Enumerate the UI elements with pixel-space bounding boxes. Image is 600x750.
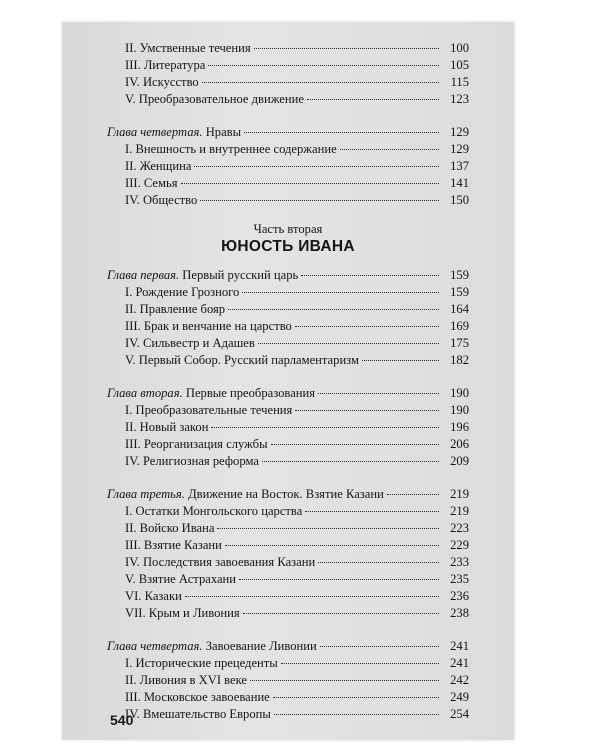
dot-leader (340, 149, 439, 150)
dot-leader (200, 200, 439, 201)
dot-leader (225, 545, 439, 546)
toc-entry-title: V. Первый Собор. Русский парламентаризм (125, 353, 359, 367)
toc-entry-page: 249 (450, 690, 469, 704)
toc-entry-page: 241 (450, 639, 469, 653)
toc-entry (107, 503, 469, 520)
dot-leader (217, 528, 439, 529)
dot-leader (262, 461, 439, 462)
chapter-prefix: Глава четвертая. (107, 639, 203, 653)
dot-leader (301, 275, 439, 276)
toc-entry-page: 141 (450, 176, 469, 190)
toc-entry-title: I. Рождение Грозного (125, 285, 240, 299)
dot-leader (243, 613, 439, 614)
toc-entry-title: III. Семья (125, 176, 178, 190)
toc-entry-title: II. Ливония в XVI веке (125, 673, 248, 687)
toc-entry-title: III. Реорганизация службы (125, 437, 268, 451)
toc-entry-page: 190 (450, 403, 469, 417)
page-number: 540 (110, 712, 134, 728)
toc-entry-page: 129 (450, 142, 469, 156)
toc-entry-page: 105 (450, 58, 469, 72)
toc-entry-page: 164 (450, 302, 469, 316)
toc-entry (107, 284, 469, 301)
chapter-prefix: Глава четвертая. (107, 125, 203, 139)
toc-entry (107, 706, 469, 723)
toc-entry-title: IV. Религиозная реформа (125, 454, 259, 468)
dot-leader (318, 393, 439, 394)
toc-entry (107, 57, 469, 74)
toc-entry-page: 123 (450, 92, 469, 106)
toc-entry (107, 301, 469, 318)
toc-chapter (107, 486, 469, 503)
toc-entry-title: IV. Сильвестр и Адашев (125, 336, 255, 350)
toc-entry-title: II. Умственные течения (125, 41, 251, 55)
toc-entry-title: IV. Искусство (125, 75, 199, 89)
toc-entry (107, 672, 469, 689)
toc-entry-page: 219 (450, 487, 469, 501)
toc-entry (107, 335, 469, 352)
chapter-title: Нравы (205, 125, 242, 139)
toc-entry-title: III. Литература (125, 58, 206, 72)
toc-entry-page: 236 (450, 589, 469, 603)
dot-leader (194, 166, 439, 167)
toc-entry-title: I. Преобразовательные течения (125, 403, 293, 417)
dot-leader (274, 714, 439, 715)
toc-entry-title: II. Новый закон (125, 420, 209, 434)
toc-entry (107, 141, 469, 158)
toc-entry-title: VI. Казаки (125, 589, 182, 603)
toc-entry-page: 229 (450, 538, 469, 552)
toc-entry (107, 537, 469, 554)
dot-leader (242, 292, 439, 293)
dot-leader (281, 663, 439, 664)
toc-entry-title: IV. Общество (125, 193, 198, 207)
toc-entry-title: I. Исторические прецеденты (125, 656, 278, 670)
toc-entry-page: 242 (450, 673, 469, 687)
toc-entry-page: 223 (450, 521, 469, 535)
toc-entry (107, 352, 469, 369)
toc-entry-page: 137 (450, 159, 469, 173)
toc-entry-title: IV. Вмешательство Европы (125, 707, 271, 721)
toc-entry (107, 520, 469, 537)
toc-entry-page: 190 (450, 386, 469, 400)
toc-entry-page: 150 (450, 193, 469, 207)
toc-entry-page: 196 (450, 420, 469, 434)
dot-leader (271, 444, 439, 445)
dot-leader (244, 132, 439, 133)
toc-entry (107, 571, 469, 588)
toc-entry (107, 588, 469, 605)
toc-entry (107, 689, 469, 706)
dot-leader (387, 494, 439, 495)
dot-leader (273, 697, 439, 698)
chapter-title: Завоевание Ливонии (205, 639, 317, 653)
dot-leader (185, 596, 439, 597)
toc-entry (107, 453, 469, 470)
toc-entry-title: III. Московское завоевание (125, 690, 270, 704)
toc-entry-title: V. Взятие Астрахани (125, 572, 237, 586)
toc-entry (107, 158, 469, 175)
toc-entry-page: 100 (450, 41, 469, 55)
toc-entry-title: I. Внешность и внутреннее содержание (125, 142, 337, 156)
chapter-title: Движение на Восток. Взятие Казани (188, 487, 384, 501)
toc-chapter (107, 124, 469, 141)
toc-entry-page: 115 (450, 75, 469, 89)
toc-entry-title: III. Взятие Казани (125, 538, 222, 552)
toc-entry (107, 318, 469, 335)
dot-leader (362, 360, 439, 361)
dot-leader (307, 99, 439, 100)
dot-leader (208, 65, 439, 66)
toc-entry-page: 129 (450, 125, 469, 139)
toc-entry (107, 436, 469, 453)
toc-entry (107, 554, 469, 571)
toc-entry (107, 74, 469, 91)
toc-entry-page: 241 (450, 656, 469, 670)
dot-leader (258, 343, 439, 344)
toc-entry (107, 605, 469, 622)
toc-entry-title: IV. Последствия завоевания Казани (125, 555, 316, 569)
toc-entry-title: II. Войско Ивана (125, 521, 215, 535)
toc-entry-title: V. Преобразовательное движение (125, 92, 304, 106)
part-label: Часть вторая (253, 222, 323, 236)
dot-leader (239, 579, 439, 580)
dot-leader (181, 183, 439, 184)
dot-leader (295, 326, 439, 327)
toc-entry (107, 419, 469, 436)
chapter-prefix: Глава вторая. (107, 386, 183, 400)
toc-entry-title: I. Остатки Монгольского царства (125, 504, 303, 518)
toc-entry-title: III. Брак и венчание на царство (125, 319, 292, 333)
chapter-prefix: Глава третья. (107, 487, 185, 501)
dot-leader (320, 646, 439, 647)
part-title: ЮНОСТЬ ИВАНА (221, 238, 355, 255)
toc-entry-page: 169 (450, 319, 469, 333)
table-of-contents (107, 40, 469, 723)
dot-leader (295, 410, 439, 411)
toc-entry (107, 655, 469, 672)
toc-entry-page: 159 (450, 285, 469, 299)
toc-entry-page: 219 (450, 504, 469, 518)
toc-entry-page: 254 (450, 707, 469, 721)
toc-entry-page: 233 (450, 555, 469, 569)
dot-leader (250, 680, 439, 681)
toc-entry-page: 206 (450, 437, 469, 451)
dot-leader (305, 511, 439, 512)
toc-entry-title: VII. Крым и Ливония (125, 606, 240, 620)
toc-entry (107, 175, 469, 192)
chapter-title: Первые преобразования (185, 386, 316, 400)
toc-entry (107, 91, 469, 108)
toc-entry (107, 402, 469, 419)
toc-entry-page: 175 (450, 336, 469, 350)
toc-entry (107, 192, 469, 209)
toc-entry-title: II. Правление бояр (125, 302, 226, 316)
toc-chapter (107, 385, 469, 402)
toc-entry (107, 40, 469, 57)
toc-entry-page: 209 (450, 454, 469, 468)
dot-leader (211, 427, 439, 428)
toc-entry-page: 238 (450, 606, 469, 620)
toc-chapter (107, 267, 469, 284)
toc-entry-page: 182 (450, 353, 469, 367)
dot-leader (202, 82, 439, 83)
part-heading (107, 221, 469, 257)
toc-entry-page: 235 (450, 572, 469, 586)
toc-entry-title: II. Женщина (125, 159, 192, 173)
dot-leader (228, 309, 439, 310)
chapter-prefix: Глава первая. (107, 268, 180, 282)
dot-leader (318, 562, 439, 563)
chapter-title: Первый русский царь (182, 268, 299, 282)
toc-entry-page: 159 (450, 268, 469, 282)
toc-chapter (107, 638, 469, 655)
dot-leader (254, 48, 439, 49)
